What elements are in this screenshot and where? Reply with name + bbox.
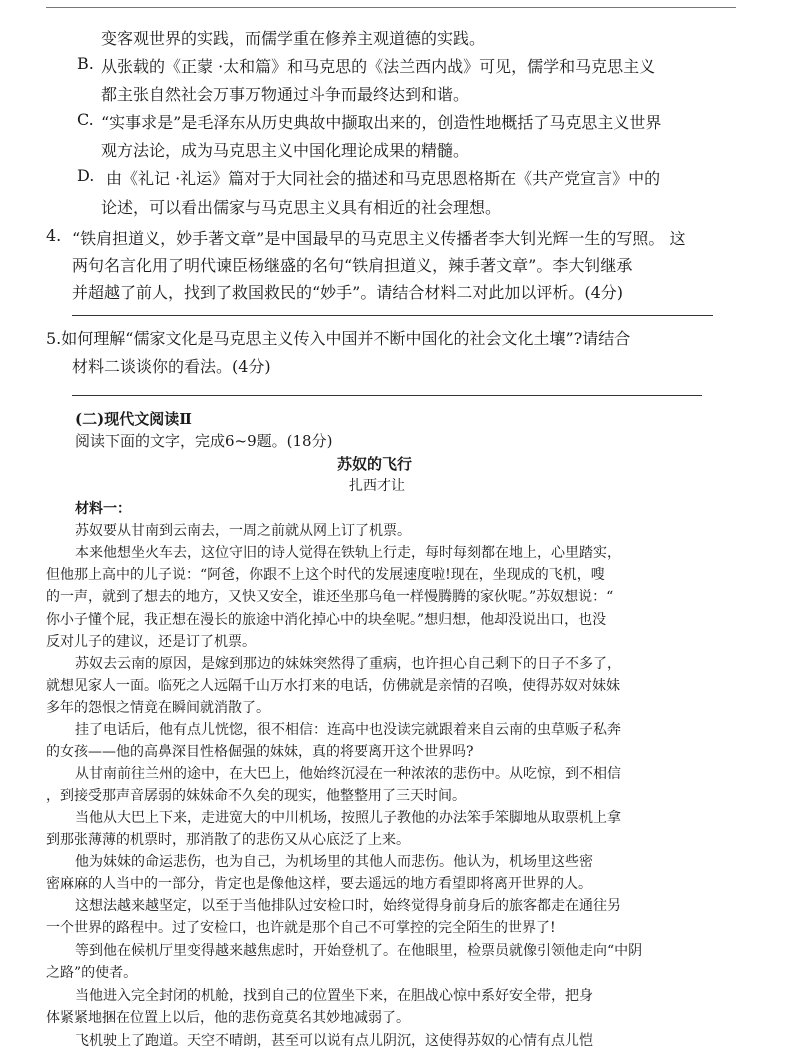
- paragraph-3-line-3: 多年的怨恨之情竟在瞬间就消散了。: [46, 700, 270, 716]
- option-b-letter: B.: [77, 54, 94, 73]
- paragraph-3-line-2: 就想见家人一面。临死之人远隔千山万水打来的电话，仿佛就是亲情的召唤，使得苏奴对妹妹: [46, 678, 620, 694]
- question-4-number: 4.: [46, 226, 62, 245]
- paragraph-11-line-1: 飞机驶上了跑道。天空不晴朗，甚至可以说有点儿阴沉，这使得苏奴的心情有点儿恺: [75, 1033, 593, 1049]
- question-5-line-2: 材料二谈谈你的看法。(4分): [72, 357, 271, 376]
- paragraph-2-line-4: 你小子懂个屁，我正想在漫长的旅途中消化掉心中的块垒呢。”想归想，他却没说出口，也没: [46, 612, 607, 628]
- option-d-letter: D.: [77, 166, 95, 185]
- paragraph-2-line-1: 本来他想坐火车去，这位守旧的诗人觉得在铁轨上行走，每时每刻都在地上，心里踏实，: [75, 545, 621, 561]
- paragraph-10-line-1: 当他进入完全封闭的机舱，找到自己的位置坐下来，在胆战心惊中系好安全带，把身: [75, 988, 593, 1004]
- question-4-line-1: “铁肩担道义，妙手著文章”是中国最早的马克思主义传播者李大钊光辉一生的写照。 这: [72, 229, 686, 248]
- paragraph-3-line-1: 苏奴去云南的原因，是嫁到那边的妹妹突然得了重病，也许担心自己剩下的日子不多了，: [75, 656, 621, 672]
- paragraph-9-line-2: 之路”的使者。: [46, 965, 138, 981]
- paragraph-6-line-1: 当他从大巴上下来，走进宽大的中川机场，按照儿子教他的办法笨手笨脚地从取票机上拿: [75, 810, 621, 826]
- paragraph-2-line-5: 反对儿子的建议，还是订了机票。: [46, 634, 256, 650]
- section-title: (二)现代文阅读Ⅱ: [75, 410, 192, 428]
- paragraph-4-line-1: 挂了电话后，他有点儿恍惚，很不相信：连高中也没读完就跟着来自云南的虫草贩子私奔: [75, 722, 621, 738]
- paragraph-2-line-2: 但他那上高中的儿子说：“阿爸，你跟不上这个时代的发展速度啦!现在，坐现成的飞机，嗖: [46, 567, 605, 583]
- article-title: 苏奴的飞行: [337, 455, 413, 473]
- option-b-line-2: 都主张自然社会万事万物通过斗争而最终达到和谐。: [101, 85, 470, 104]
- paragraph-8-line-1: 这想法越来越坚定，以至于当他排队过安检口时，始终觉得身前身后的旅客都走在通往另: [75, 898, 621, 914]
- option-d-line-2: 论述，可以看出儒家与马克思主义具有相近的社会理想。: [101, 198, 502, 217]
- paragraph-6-line-2: 到那张薄薄的机票时，那消散了的悲伤又从心底泛了上来。: [46, 832, 410, 848]
- paragraph-8-line-2: 一个世界的路程中。过了安检口，也许就是那个自己不可掌控的完全陌生的世界了!: [46, 920, 556, 936]
- option-c-line-2: 观方法论，成为马克思主义中国化理论成果的精髓。: [101, 141, 470, 160]
- paragraph-1-line-1: 苏奴要从甘南到云南去，一周之前就从网上订了机票。: [75, 523, 411, 539]
- option-c-line-1: “实事求是”是毛泽东从历史典故中撷取出来的，创造性地概括了马克思主义世界: [101, 113, 662, 132]
- paragraph-7-line-2: 密麻麻的人当中的一部分，肯定也是像他这样，要去遥远的地方看望即将离开世界的人。: [46, 876, 592, 892]
- page-top-rule: [46, 7, 736, 8]
- option-a-continued-line: 变客观世界的实践，而儒学重在修养主观道德的实践。: [101, 29, 486, 48]
- option-b-line-1: 从张载的《正蒙 ·太和篇》和马克思的《法兰西内战》可见，儒学和马克思主义: [101, 57, 656, 76]
- paragraph-5-line-2: ，到接受那声音孱弱的妹妹命不久矣的现实，他整整用了三天时间。: [46, 788, 466, 804]
- option-d-line-1: 由《礼记 ·礼运》篇对于大同社会的描述和马克思恩格斯在《共产党宣言》中的: [106, 169, 661, 188]
- section-instruction: 阅读下面的文字，完成6~9题。(18分): [75, 432, 333, 450]
- paragraph-2-line-3: 的一声，就到了想去的地方，又快又安全，谁还坐那乌龟一样慢腾腾的家伙呢。”苏奴想说：“: [46, 589, 614, 605]
- question-5-line-1: 5.如何理解“儒家文化是马克思主义传入中国并不断中国化的社会文化土壤”?请结合: [46, 329, 631, 348]
- paragraph-7-line-1: 他为妹妹的命运悲伤，也为自己，为机场里的其他人而悲伤。他认为，机场里这些密: [75, 854, 593, 870]
- question-5-answer-line[interactable]: [72, 395, 702, 396]
- material-label: 材料一：: [75, 501, 131, 517]
- article-author: 扎西才让: [349, 478, 405, 494]
- paragraph-9-line-1: 等到他在候机厅里变得越来越焦虑时，开始登机了。在他眼里，检票员就像引领他走向“中阴: [75, 943, 643, 959]
- paragraph-10-line-2: 体紧紧地捆在位置上以后，他的悲伤竟莫名其妙地减弱了。: [46, 1010, 410, 1026]
- paragraph-5-line-1: 从甘南前往兰州的途中，在大巴上，他始终沉浸在一种浓浓的悲伤中。从吃惊，到不相信: [75, 766, 621, 782]
- question-4-answer-line[interactable]: [72, 315, 713, 316]
- option-c-letter: C.: [77, 110, 94, 129]
- question-4-line-2: 两句名言化用了明代谏臣杨继盛的名句“铁肩担道义，辣手著文章”。李大钊继承: [72, 256, 633, 275]
- question-4-line-3: 并超越了前人，找到了救国救民的“妙手”。请结合材料二对此加以评析。(4分): [72, 283, 624, 302]
- paragraph-4-line-2: 的女孩——他的高鼻深目性格倔强的妹妹，真的将要离开这个世界吗?: [46, 744, 474, 760]
